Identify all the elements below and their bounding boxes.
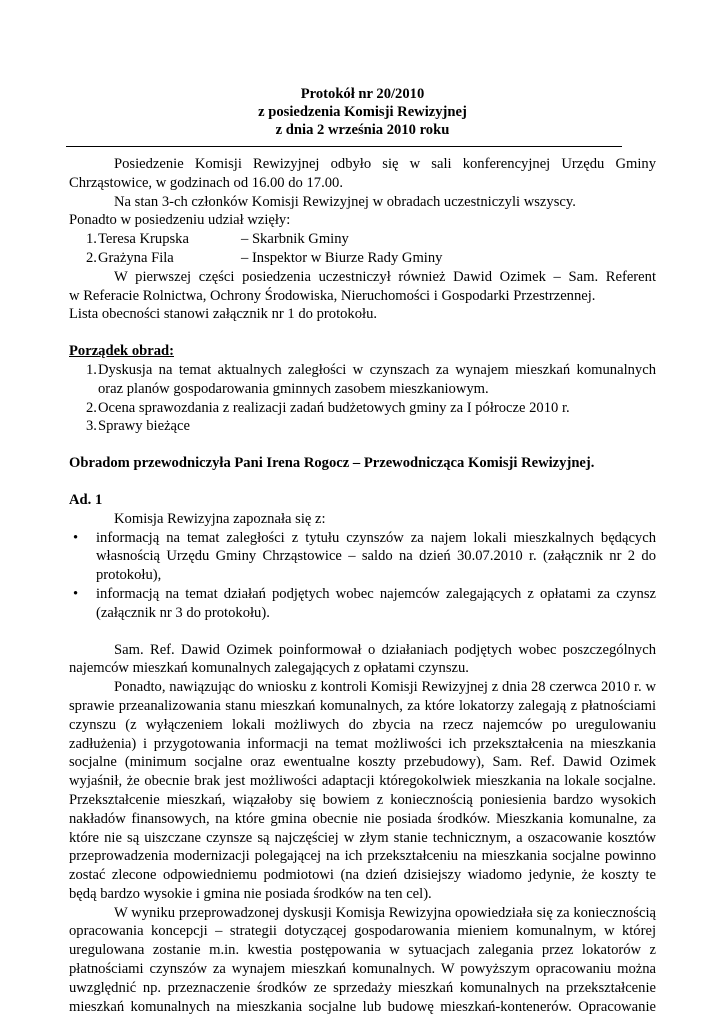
paragraph-line: zadłużenia) i przygotowania informacji na temat możliwości ich przekształcenia na mieszkania — [69, 735, 656, 752]
bullet-item — [69, 529, 656, 585]
document-body — [69, 155, 656, 1016]
paragraph-line: opracowania koncepcji – strategii dotyczącej gospodarowania mieniem komunalnym, w której — [69, 923, 656, 940]
agenda-item — [69, 399, 656, 418]
bullet-item — [69, 585, 656, 623]
agenda-item-text: Dyskusja na temat aktualnych zaległości w czynszach za wynajem mieszkań komunalnych — [98, 361, 656, 378]
attendee-list — [69, 230, 656, 268]
attendee-item — [69, 249, 656, 268]
paragraph-line: W wyniku przeprowadzonej dyskusji Komisja Rewizyjna opowiedziała się za koniecznością — [114, 904, 656, 921]
agenda-item — [69, 361, 656, 399]
agenda-list — [69, 361, 656, 436]
agenda-item-number: 2. — [86, 399, 97, 416]
bullet-icon: • — [73, 529, 79, 546]
bullet-text: własnością Urzędu Gminy Chrząstowice – saldo na dzień 30.07.2010 r. (załącznik nr 2 do — [96, 548, 656, 565]
additional-participants-lead: Ponadto w posiedzeniu udział wzięły: — [69, 212, 291, 229]
agenda-heading: Porządek obrad: — [69, 343, 174, 360]
meeting-name: z posiedzenia Komisji Rewizyjnej — [258, 104, 467, 120]
paragraph-line: płatnościami czynszów za wynajem mieszkań komunalnych. W powyższym opracowaniu można — [69, 961, 656, 978]
paragraph-line: nakładów finansowych, na które gmina obecnie nie posiada środków. Mieszkania komunalne, za — [69, 810, 656, 827]
attendee-number: 1. — [86, 231, 97, 248]
paragraph-line: najemców mieszkań komunalnych zalegających z opłatami czynszu. — [69, 660, 469, 677]
paragraph-sam-ref — [69, 641, 656, 679]
paragraph-analysis — [69, 678, 656, 904]
agenda-item — [69, 417, 656, 436]
section-lead: Komisja Rewizyjna zapoznała się z: — [114, 510, 326, 527]
attendee-number: 2. — [86, 249, 97, 266]
paragraph-line: zostać zlecone odpowiedniemu podmiotowi (na dzień dzisiejszy wiadomo jedynie, że koszty te — [69, 867, 656, 884]
paragraph-line: Sam. Ref. Dawid Ozimek poinformował o działaniach podjętych wobec poszczególnych — [114, 641, 656, 658]
document-header — [0, 85, 725, 139]
agenda-item-number: 1. — [86, 361, 97, 378]
paragraph-line: sprawie przeanalizowania stanu mieszkań komunalnych, za które lokatorzy zalegają z płatnościami — [69, 697, 656, 714]
paragraph-conclusion — [69, 904, 656, 1017]
meeting-date: z dnia 2 września 2010 roku — [275, 122, 450, 138]
paragraph-line: przeprowadzenia modernizacji polegającej na ich przekształceniu na mieszkania socjalne powinno — [69, 848, 656, 865]
agenda-item-text: Ocena sprawozdania z realizacji zadań budżetowych gminy za I półrocze 2010 r. — [98, 399, 570, 416]
protocol-number: Protokół nr 20/2010 — [300, 86, 425, 102]
paragraph-line: Ponadto, nawiązując do wniosku z kontroli Komisji Rewizyjnej z dnia 28 czerwca 2010 r. w — [114, 679, 656, 696]
paragraph-line: które nie są uiszczane czynsze są najczęściej w złym stanie technicznym, a oszacowanie kosztów — [69, 829, 656, 846]
participant-paragraph-line: w Referacie Rolnictwa, Ochrony Środowiska, Nieruchomości i Gospodarki Przestrzennej. — [69, 287, 596, 304]
agenda-item-text: Sprawy bieżące — [98, 418, 190, 435]
paragraph-line: wyjaśnił, że obecnie brak jest możliwości adaptacji któregokolwiek mieszkania na lokale socjalne. — [69, 773, 656, 790]
paragraph-line: uwzględnić np. przeznaczenie środków ze sprzedaży mieszkań komunalnych na przekształcenie — [69, 979, 656, 996]
paragraph-line: socjalne (minimum socjalne oraz ewentualne koszty przebudowy), Sam. Ref. Dawid Ozimek — [69, 754, 656, 771]
section-heading-ad1: Ad. 1 — [69, 491, 103, 508]
paragraph-line: czynszu (z wyłączeniem lokali możliwych do zbycia na rzecz najemców po uregulowaniu — [69, 716, 656, 733]
chairperson-statement: Obradom przewodniczyła Pani Irena Rogocz – Przewodnicząca Komisji Rewizyjnej. — [69, 455, 595, 472]
paragraph-line: mieszkań komunalnych na mieszkania socjalne lub budowę mieszkań-kontenerów. Opracowanie — [69, 998, 656, 1015]
attendee-role: – Skarbnik Gminy — [241, 231, 349, 248]
bullet-text: informacją na temat działań podjętych wobec najemców zalegających z opłatami za czynsz — [96, 585, 656, 602]
paragraph-line: Przekształcenie mieszkań, wiązałoby się bowiem z koniecznością poniesienia bardzo wysokich — [69, 791, 656, 808]
attendance-paragraph: Na stan 3-ch członków Komisji Rewizyjnej w obradach uczestniczyli wszyscy. — [114, 193, 576, 210]
paragraph-line: będą bardzo wysokie i gmina nie posiada środków na ten cel). — [69, 885, 432, 902]
intro-paragraph-line: Posiedzenie Komisji Rewizyjnej odbyło się w sali konferencyjnej Urzędu Gminy — [114, 156, 656, 172]
attendee-name: Grażyna Fila — [98, 249, 174, 266]
participant-paragraph-line: W pierwszej części posiedzenia uczestniczył również Dawid Ozimek – Sam. Referent — [114, 268, 656, 285]
agenda-item-number: 3. — [86, 418, 97, 435]
bullet-text: informacją na temat zaległości z tytułu czynszów za najem lokali mieszkalnych będących — [96, 529, 656, 546]
attendee-role: – Inspektor w Biurze Rady Gminy — [241, 249, 443, 266]
paragraph-line: uregulowana zostanie m.in. kwestia postępowania w sytuacjach zalegania przez lokatorów z — [69, 942, 656, 959]
bullet-text: protokołu), — [96, 567, 162, 584]
agenda-item-text: oraz planów gospodarowania gminnych zasobem mieszkaniowym. — [98, 380, 489, 397]
bullet-text: (załącznik nr 3 do protokołu). — [96, 604, 270, 621]
bullet-icon: • — [73, 585, 79, 602]
attendee-item — [69, 230, 656, 249]
attendance-list-note: Lista obecności stanowi załącznik nr 1 do protokołu. — [69, 306, 378, 323]
attendee-name: Teresa Krupska — [98, 231, 189, 248]
intro-paragraph-line: Chrząstowice, w godzinach od 16.00 do 17.00. — [69, 174, 343, 191]
header-divider — [66, 146, 622, 147]
